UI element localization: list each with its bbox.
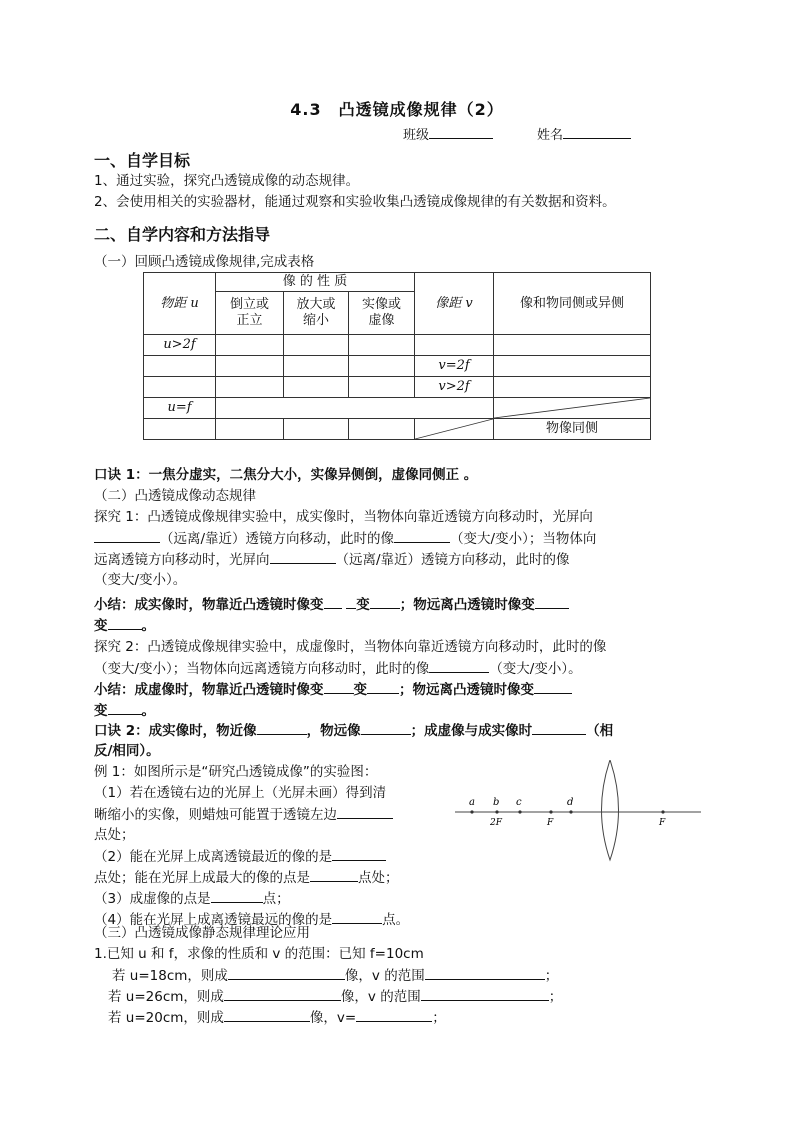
- example-q1-line1: （1）若在透镜右边的光屏上（光屏未画）得到清: [94, 785, 387, 801]
- name-field[interactable]: [537, 124, 631, 143]
- table-cell[interactable]: [349, 377, 415, 398]
- answer-blank[interactable]: [270, 549, 336, 564]
- table-cell[interactable]: [144, 356, 216, 377]
- table-cell[interactable]: [284, 419, 349, 440]
- label-2f: 2F: [490, 818, 502, 828]
- class-label: 班级: [403, 128, 430, 143]
- header-image-props: 像 的 性 质: [216, 273, 415, 292]
- section2-heading: 二、自学内容和方法指导: [94, 225, 271, 244]
- lens-figure: [455, 760, 705, 862]
- table-cell[interactable]: [284, 356, 349, 377]
- diagonal-line: [415, 419, 493, 439]
- answer-blank[interactable]: [370, 594, 400, 609]
- table-cell[interactable]: [216, 419, 284, 440]
- answer-blank[interactable]: [332, 909, 382, 924]
- answer-blank[interactable]: [425, 965, 545, 980]
- answer-blank[interactable]: [108, 615, 142, 630]
- summary1-cont: 变 。: [94, 615, 155, 636]
- explore2-line1: 探究 2：凸透镜成像规律实验中，成虚像时，当物体向靠近透镜方向移动时，此时的像: [94, 639, 607, 655]
- answer-blank[interactable]: [257, 720, 307, 735]
- explore1-line4: （变大/变小）。: [94, 572, 187, 588]
- point-c: [518, 810, 521, 813]
- answer-blank[interactable]: [534, 679, 572, 694]
- answer-blank[interactable]: [337, 804, 393, 819]
- header-object-distance: 物距 u: [144, 273, 216, 335]
- row3-v: v>2f: [415, 377, 494, 398]
- header-side: 像和物同侧或异侧: [494, 273, 651, 335]
- summary2-cont: 变 。: [94, 700, 155, 721]
- table-cell[interactable]: [494, 356, 651, 377]
- example-q1-line2: 晰缩小的实像，则蜡烛可能置于透镜左边: [94, 804, 393, 825]
- answer-blank[interactable]: [108, 700, 142, 715]
- answer-blank[interactable]: [228, 965, 345, 980]
- row5-side: 物像同侧: [494, 419, 651, 440]
- table-cell[interactable]: [216, 377, 284, 398]
- table-cell[interactable]: [349, 419, 415, 440]
- explore1-line2: （远离/靠近）透镜方向移动，此时的像 （变大/变小）；当物体向: [94, 528, 596, 549]
- point-f-left: [549, 810, 552, 813]
- header-real: 实像或虚像: [349, 292, 415, 335]
- answer-blank[interactable]: [421, 986, 549, 1001]
- answer-blank[interactable]: [356, 1007, 432, 1022]
- point-a: [470, 810, 473, 813]
- table-cell[interactable]: [144, 419, 216, 440]
- table-cell[interactable]: [349, 335, 415, 356]
- row2-v: v=2f: [415, 356, 494, 377]
- class-blank[interactable]: [429, 124, 493, 139]
- table-cell[interactable]: [415, 335, 494, 356]
- answer-blank[interactable]: [310, 867, 358, 882]
- diagonal-cell: [415, 419, 494, 440]
- imaging-table: [143, 272, 651, 440]
- mnemonic-1: 口诀 1：一焦分虚实，二焦分大小，实像异侧倒，虚像同侧正 。: [94, 467, 478, 483]
- table-cell[interactable]: [144, 377, 216, 398]
- answer-blank[interactable]: [367, 679, 399, 694]
- example-q3: （3）成虚像的点是 点；: [94, 888, 290, 909]
- table-cell[interactable]: [494, 335, 651, 356]
- label-b: b: [493, 797, 500, 808]
- answer-blank[interactable]: [224, 986, 341, 1001]
- point-d: [569, 810, 572, 813]
- answer-blank[interactable]: [361, 720, 411, 735]
- class-field[interactable]: [403, 124, 493, 143]
- label-f-left: F: [547, 818, 554, 828]
- answer-blank[interactable]: [332, 846, 386, 861]
- point-b: [495, 810, 498, 813]
- example-q4: （4）能在光屏上成离透镜最远的像的是 点。: [94, 909, 409, 930]
- answer-blank[interactable]: [224, 1007, 310, 1022]
- subsection1-heading: （一）回顾凸透镜成像规律,完成表格: [94, 254, 315, 270]
- table-cell[interactable]: [216, 335, 284, 356]
- name-blank[interactable]: [563, 124, 631, 139]
- application-line3: 若 u=20cm，则成 像，v= ；: [108, 1007, 446, 1028]
- table-cell[interactable]: [284, 377, 349, 398]
- label-c: c: [516, 797, 522, 808]
- name-label: 姓名: [537, 128, 564, 143]
- application-line1: 若 u=18cm，则成 像，v 的范围 ；: [112, 965, 558, 986]
- example-q2-line1: （2）能在光屏上成离透镜最近的像的是: [94, 846, 386, 867]
- application-line2: 若 u=26cm，则成 像，v 的范围 ；: [108, 986, 562, 1007]
- convex-lens-icon: [602, 760, 619, 860]
- page-title: 4.3 凸透镜成像规律（2）: [290, 100, 504, 119]
- answer-blank[interactable]: [429, 658, 489, 673]
- answer-blank[interactable]: [324, 594, 342, 609]
- mnemonic-2: 口诀 2：成实像时，物近像 ，物远像 ；成虚像与成实像时 （相: [94, 720, 613, 741]
- answer-blank[interactable]: [394, 528, 450, 543]
- mnemonic-2-cont: 反/相同）。: [94, 743, 160, 759]
- diagonal-line: [494, 398, 650, 418]
- row1-u: u>2f: [144, 335, 216, 356]
- table-cell-merged[interactable]: [216, 398, 494, 419]
- answer-blank[interactable]: [532, 720, 586, 735]
- answer-blank[interactable]: [346, 594, 356, 609]
- table-cell[interactable]: [284, 335, 349, 356]
- example-q2-line2: 点处；能在光屏上成最大的像的点是 点处；: [94, 867, 399, 888]
- table-cell[interactable]: [216, 356, 284, 377]
- label-d: d: [567, 797, 574, 808]
- point-f-right: [661, 810, 664, 813]
- section1-heading: 一、自学目标: [94, 151, 191, 170]
- example-q1-line3: 点处；: [94, 827, 135, 843]
- application-intro: 1.已知 u 和 f，求像的性质和 v 的范围：已知 f=10cm: [94, 946, 424, 962]
- table-cell[interactable]: [494, 377, 651, 398]
- goal-item: 2、会使用相关的实验器材，能通过观察和实验收集凸透镜成像规律的有关数据和资料。: [94, 194, 616, 210]
- summary2: 小结：成虚像时，物靠近凸透镜时像变 变 ；物远离凸透镜时像变: [94, 679, 572, 700]
- summary1: 小结：成实像时，物靠近凸透镜时像变 变 ；物远离凸透镜时像变: [94, 594, 569, 615]
- subsection2-heading: （二）凸透镜成像动态规律: [94, 488, 256, 504]
- header-image-distance: 像距 v: [415, 273, 494, 335]
- label-f-right: F: [659, 818, 666, 828]
- goal-item: 1、通过实验，探究凸透镜成像的动态规律。: [94, 173, 360, 189]
- row4-u: u=f: [144, 398, 216, 419]
- diagonal-cell: [494, 398, 651, 419]
- header-inverted: 倒立或正立: [216, 292, 284, 335]
- example-intro: 例 1：如图所示是“研究凸透镜成像”的实验图：: [94, 764, 378, 780]
- subsection3-heading: （三）凸透镜成像静态规律理论应用: [94, 925, 310, 941]
- header-size: 放大或缩小: [284, 292, 349, 335]
- explore1-line3: 远离透镜方向移动时，光屏向 （远离/靠近）透镜方向移动，此时的像: [94, 549, 570, 570]
- label-a: a: [469, 797, 475, 808]
- answer-blank[interactable]: [324, 679, 354, 694]
- explore2-line2: （变大/变小）；当物体向远离透镜方向移动时，此时的像 （变大/变小）。: [94, 658, 582, 679]
- table-cell[interactable]: [349, 356, 415, 377]
- explore1-line1: 探究 1：凸透镜成像规律实验中，成实像时，当物体向靠近透镜方向移动时，光屏向: [94, 509, 593, 525]
- answer-blank[interactable]: [94, 528, 160, 543]
- answer-blank[interactable]: [535, 594, 569, 609]
- answer-blank[interactable]: [211, 888, 263, 903]
